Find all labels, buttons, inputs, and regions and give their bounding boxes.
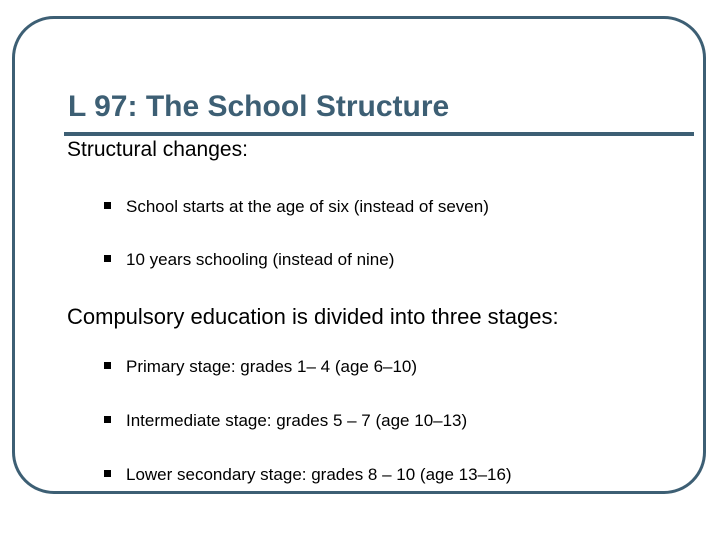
square-bullet-icon: [104, 362, 111, 369]
bullet-item: [104, 463, 512, 487]
bullet-item: [104, 355, 417, 379]
square-bullet-icon: [104, 470, 111, 477]
square-bullet-icon: [104, 202, 111, 209]
square-bullet-icon: [104, 255, 111, 262]
bullet-item: [104, 195, 489, 219]
bullet-item: [104, 248, 394, 272]
bullet-text: 10 years schooling (instead of nine): [126, 250, 395, 269]
bullet-text: Lower secondary stage: grades 8 – 10 (age 13–16): [126, 465, 512, 484]
slide-title: L 97: The School Structure: [68, 90, 450, 123]
section-heading-structural-changes: Structural changes:: [67, 138, 248, 161]
bullet-text: Intermediate stage: grades 5 – 7 (age 10–13): [126, 411, 468, 430]
bullet-text: Primary stage: grades 1– 4 (age 6–10): [126, 357, 418, 376]
bullet-item: [104, 409, 467, 433]
section-heading-compulsory-education: Compulsory education is divided into three stages:: [67, 304, 559, 329]
bullet-text: School starts at the age of six (instead of seven): [126, 197, 489, 216]
square-bullet-icon: [104, 416, 111, 423]
